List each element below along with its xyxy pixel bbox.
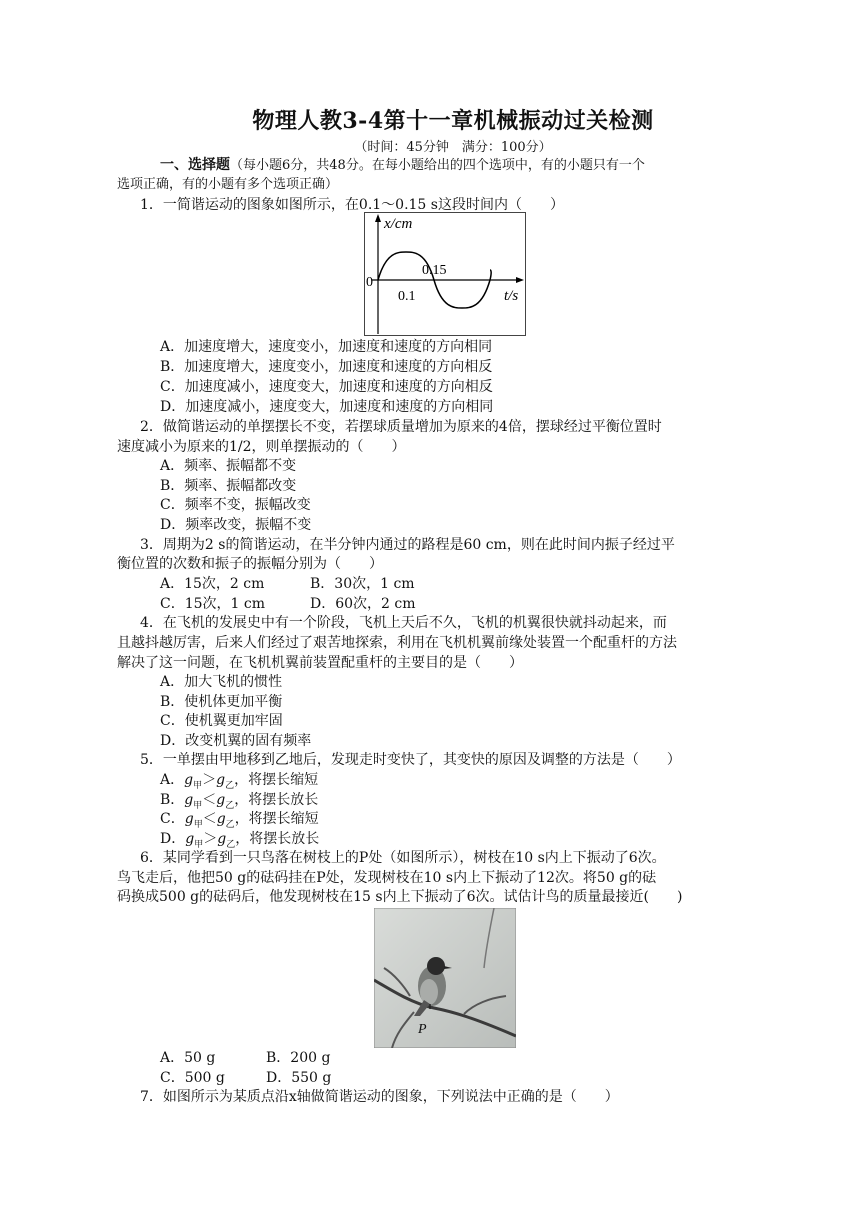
q5-action: ，将摆长缩短 [234,772,319,788]
q6-stem-line2: 鸟飞走后，他把50 g的砝码挂在P处，发现树枝在10 s内上下振动了12次。将50 g的砝 [117,870,657,886]
q2-stem-line1: 2．做简谐运动的单摆摆长不变，若摆球质量增加为原来的4倍，摆球经过平衡位置时 [140,419,662,435]
q3-stem-line2: 衡位置的次数和振子的振幅分别为（ ） [117,556,383,572]
q5-sub-yi: 乙 [226,839,236,850]
q4-option-d: D．改变机翼的固有频率 [160,733,312,749]
q2-option-a: A．频率、振幅都不变 [160,458,297,474]
q6-bird-breast [420,979,438,1005]
q5-g-symbol: g [216,792,226,808]
q4-option-a: A．加大飞机的惯性 [160,674,283,690]
q3-option-d: D．60次，2 cm [310,596,416,612]
q6-point-label: P [418,1022,427,1037]
q2-option-c: C．频率不变，振幅改变 [160,497,311,513]
q5-g-symbol: g [184,811,194,827]
q1-option-d: D．加速度减小，速度变大，加速度和速度的方向相同 [160,399,494,415]
q5-g-symbol: g [217,831,227,847]
q5-action: ，将摆长缩短 [234,811,319,827]
q1-stem: 1．一简谐运动的图象如图所示，在0.1～0.15 s这段时间内（ ） [140,197,564,213]
q5-g-symbol: g [184,772,194,788]
q5-option-letter: C． [160,811,185,827]
q6-option-b: B．200 g [266,1050,331,1066]
q6-option-c: C．500 g [160,1070,225,1086]
q2-option-b: B．频率、振幅都改变 [160,478,297,494]
q4-option-b: B．使机体更加平衡 [160,694,283,710]
q7-stem: 7．如图所示为某质点沿x轴做简谐运动的图象，下列说法中正确的是（ ） [140,1089,619,1105]
q5-sub-jia: 甲 [193,819,203,830]
q5-option-letter: B． [160,792,185,808]
q1-option-c: C．加速度减小，速度变大，加速度和速度的方向相反 [160,379,493,395]
section-note-line2: 选项正确，有的小题有多个选项正确） [117,177,339,192]
q6-stem-line1: 6．某同学看到一只鸟落在树枝上的P处（如图所示），树枝在10 s内上下振动了6次。 [140,850,666,866]
q5-action: ，将摆长放长 [235,831,320,847]
q4-stem-line3: 解决了这一问题，在飞机机翼前装置配重杆的主要目的是（ ） [117,655,523,671]
q6-bird-photo [374,908,516,1048]
q5-sub-yi: 乙 [225,819,235,830]
section-note-line1: （每小题6分，共48分。在每小题给出的四个选项中，有的小题只有一个 [230,158,645,173]
q5-option-letter: A． [160,772,185,788]
page-title: 物理人教3-4第十一章机械振动过关检测 [252,108,654,134]
q5-g-symbol: g [216,811,226,827]
section-heading-line [160,155,645,176]
q5-relation: ＜ [202,811,217,827]
q2-option-d: D．频率改变，振幅不变 [160,517,312,533]
q1-option-b: B．加速度增大，速度变小，加速度和速度的方向相反 [160,359,493,375]
section-heading: 一、选择题 [160,157,230,173]
q5-option-letter: D． [160,831,186,847]
q4-stem-line1: 4．在飞机的发展史中有一个阶段，飞机上天后不久，飞机的机翼很快就抖动起来，而 [140,615,667,631]
q6-option-a: A．50 g [160,1050,216,1066]
q1-sine-graph [364,212,526,336]
q1-x-label: t/s [504,288,519,304]
q1-tick-label-1: 0.1 [398,289,416,304]
q5-sub-jia: 甲 [194,839,204,850]
q5-sub-yi: 乙 [225,780,235,791]
q6-stem-line3: 码换成500 g的砝码后，他发现树枝在15 s内上下振动了6次。试估计鸟的质量最接近( ) [117,889,683,905]
q3-option-c: C．15次，1 cm [160,596,265,612]
q3-option-b: B．30次，1 cm [310,576,415,592]
q4-stem-line2: 且越抖越厉害，后来人们经过了艰苦地探索，利用在飞机机翼前缘处装置一个配重杆的方法 [117,635,677,651]
q5-stem: 5．一单摆由甲地移到乙地后，发现走时变快了，其变快的原因及调整的方法是（ ） [140,752,681,768]
q3-option-a: A．15次，2 cm [160,576,265,592]
page-subtitle: （时间：45分钟 满分：100分） [354,140,552,155]
q5-relation: ＜ [202,792,217,808]
q5-action: ，将摆长放长 [234,792,319,808]
q5-sub-yi: 乙 [225,800,235,811]
q5-g-symbol: g [216,772,226,788]
q2-stem-line2: 速度减小为原来的1/2，则单摆振动的（ ） [117,439,406,455]
q5-sub-jia: 甲 [193,800,203,811]
q1-y-label: x/cm [384,216,413,232]
q1-tick-label-2: 0.15 [422,263,447,278]
q5-sub-jia: 甲 [193,780,203,791]
q5-relation: ＞ [203,831,218,847]
q5-g-symbol: g [185,831,195,847]
q6-bird-head [427,957,445,975]
q1-origin-label: 0 [366,275,373,290]
q5-g-symbol: g [184,792,194,808]
q6-option-d: D．550 g [266,1070,332,1086]
q1-option-a: A．加速度增大，速度变小，加速度和速度的方向相同 [160,339,493,355]
q3-stem-line1: 3．周期为2 s的简谐运动，在半分钟内通过的路程是60 cm，则在此时间内振子经过平 [140,537,675,553]
q5-relation: ＞ [202,772,217,788]
q4-option-c: C．使机翼更加牢固 [160,713,283,729]
